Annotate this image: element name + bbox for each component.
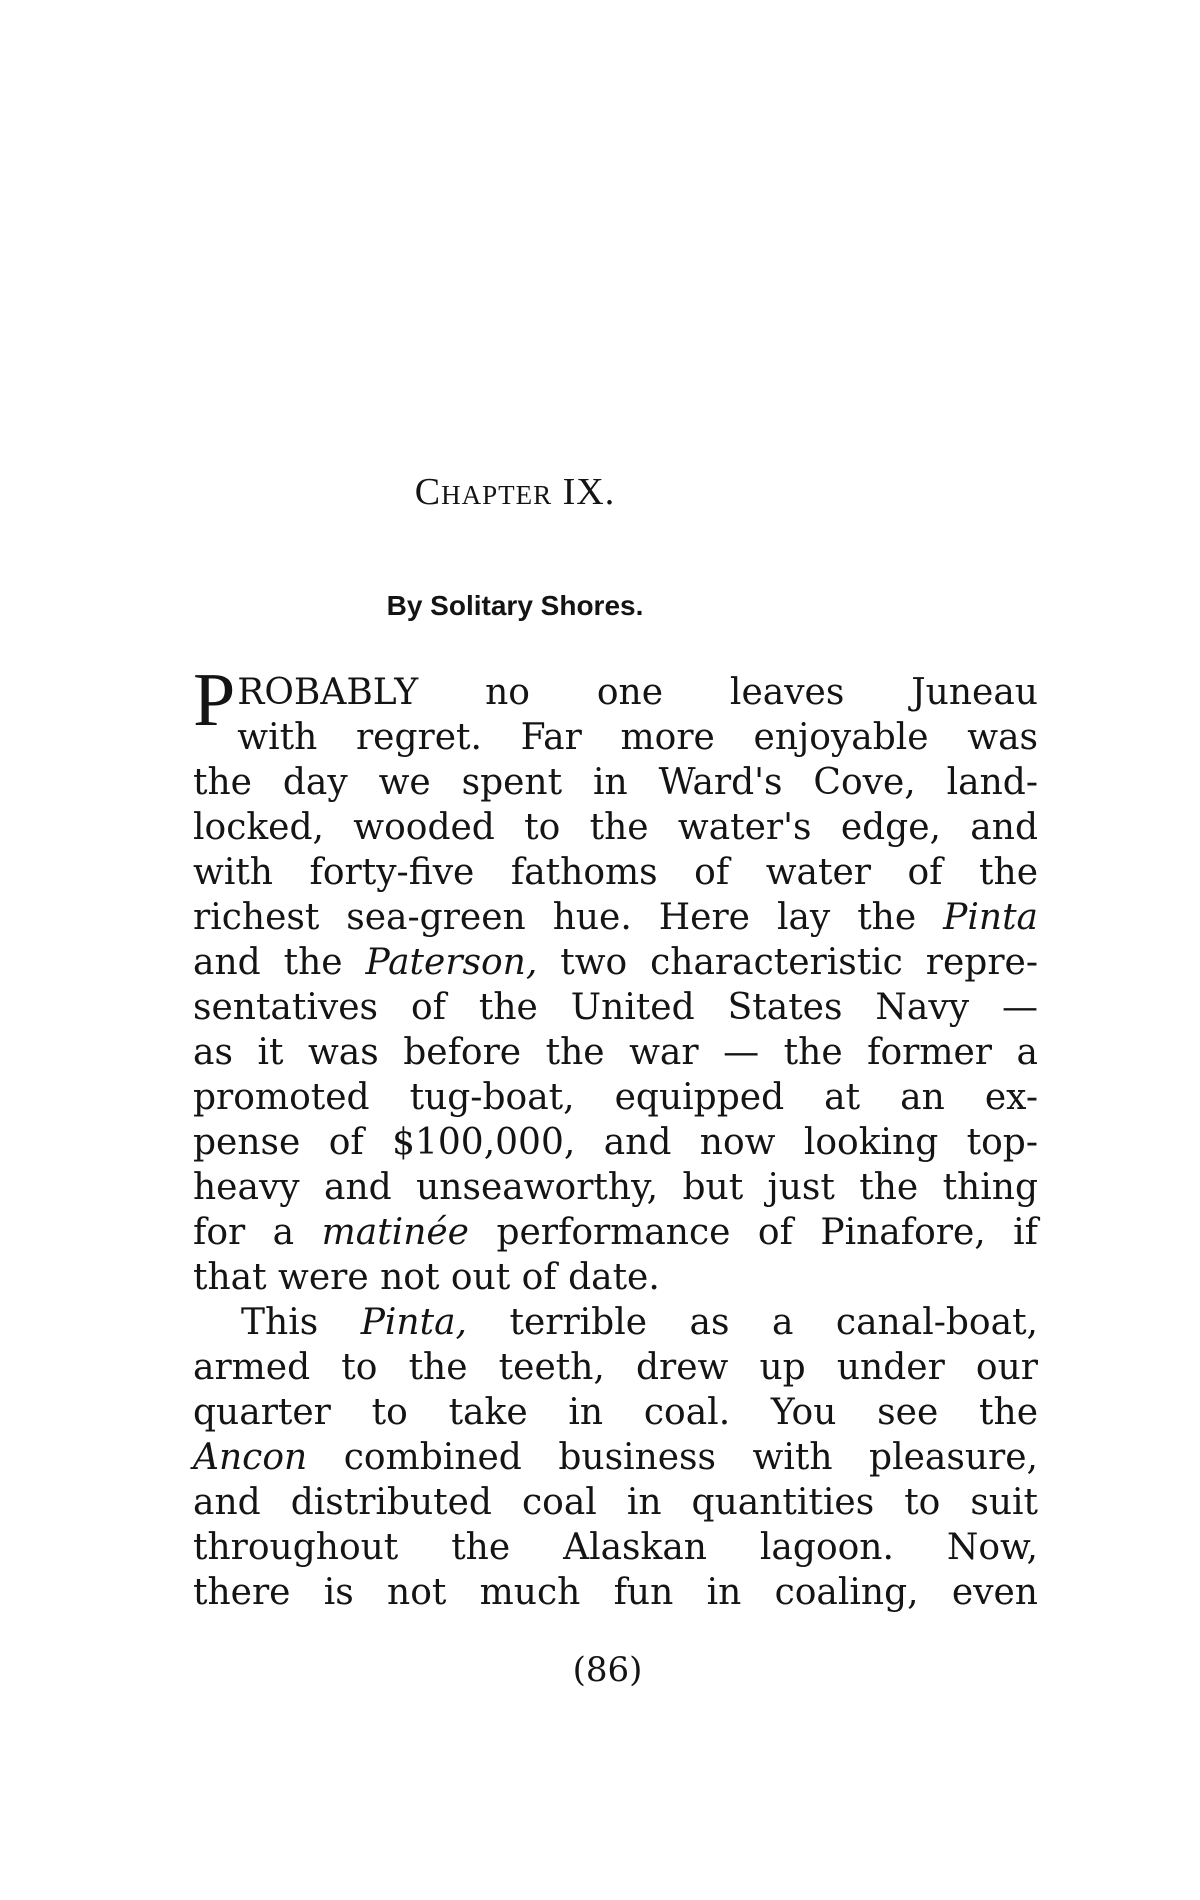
text-line: locked, wooded to the water's edge, and bbox=[193, 807, 1038, 848]
text-line: as it was before the war — the former a bbox=[193, 1032, 1038, 1073]
text-fragment: and the bbox=[193, 942, 343, 983]
text-line: armed to the teeth, drew up under our bbox=[193, 1347, 1038, 1388]
text-line: throughout the Alaskan lagoon. Now, bbox=[193, 1527, 1038, 1568]
text-line: quarter to take in coal. You see the bbox=[193, 1392, 1038, 1433]
text-line: with regret. Far more enjoyable was bbox=[237, 717, 1038, 758]
paragraph-1 bbox=[193, 658, 1039, 1300]
text-line: sentatives of the United States Navy — bbox=[193, 987, 1038, 1028]
text-fragment: richest sea-green hue. Here lay the bbox=[193, 897, 917, 938]
text-line: there is not much fun in coaling, even bbox=[193, 1572, 1038, 1613]
text-line: promoted tug-boat, equipped at an ex- bbox=[193, 1077, 1038, 1118]
drop-cap-letter: P bbox=[193, 658, 236, 742]
italic-ship-name: Pinta bbox=[943, 897, 1038, 938]
chapter-numeral: IX. bbox=[562, 471, 616, 513]
text-line: and distributed coal in quantities to suit bbox=[193, 1482, 1038, 1523]
italic-word: matinée bbox=[321, 1212, 469, 1253]
text-fragment: terrible as a canal-boat, bbox=[466, 1302, 1038, 1343]
text-line bbox=[193, 895, 1038, 940]
text-line: that were not out of date. bbox=[193, 1257, 660, 1298]
text-fragment: This bbox=[241, 1302, 319, 1343]
italic-ship-name: Pinta, bbox=[360, 1302, 467, 1343]
italic-ship-name: Ancon bbox=[193, 1437, 308, 1478]
text-line bbox=[193, 1210, 1038, 1255]
text-line: heavy and unseaworthy, but just the thing bbox=[193, 1167, 1038, 1208]
chapter-body bbox=[193, 658, 1039, 1615]
page-number: (86) bbox=[572, 1650, 643, 1690]
paragraph-2 bbox=[193, 1300, 1038, 1615]
text-fragment: for a bbox=[193, 1212, 295, 1253]
text-fragment: combined business with pleasure, bbox=[307, 1437, 1038, 1478]
chapter-label: Chapter bbox=[414, 471, 553, 513]
text-line: pense of $100,000, and now looking top- bbox=[193, 1122, 1038, 1163]
italic-ship-name: Paterson, bbox=[365, 942, 538, 983]
chapter-subtitle: By Solitary Shores. bbox=[386, 590, 644, 621]
chapter-heading bbox=[0, 470, 1030, 514]
text-line bbox=[193, 1435, 1038, 1480]
text-line bbox=[193, 940, 1038, 985]
text-line: ROBABLY no one leaves Juneau bbox=[237, 672, 1038, 713]
text-line bbox=[193, 1300, 1038, 1345]
text-fragment: performance of Pinafore, if bbox=[468, 1212, 1039, 1253]
text-line: with forty-five fathoms of water of the bbox=[193, 852, 1038, 893]
text-line: the day we spent in Ward's Cove, land- bbox=[193, 762, 1038, 803]
text-fragment: two characteristic repre- bbox=[537, 942, 1038, 983]
